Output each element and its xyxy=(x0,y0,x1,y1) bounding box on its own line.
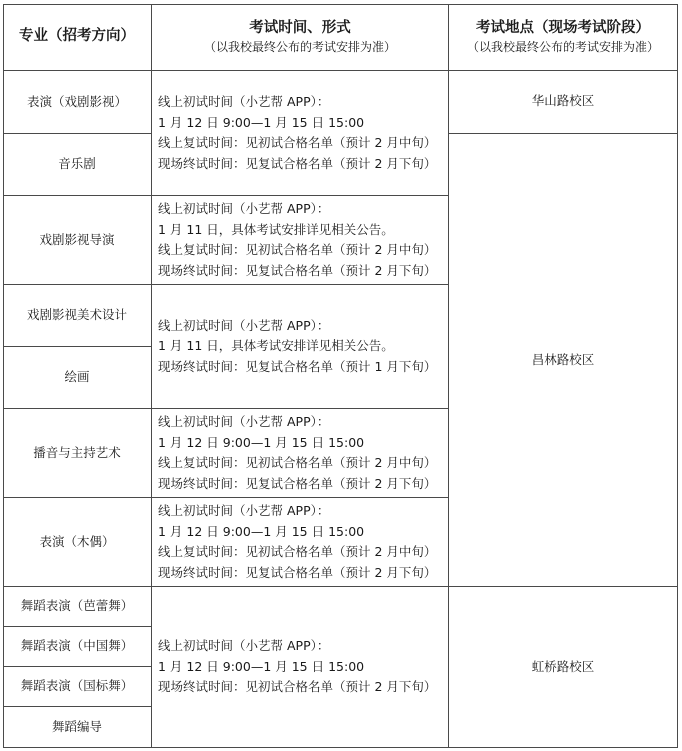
header-location-note: （以我校最终公布的考试安排为准） xyxy=(466,39,659,54)
location-name: 华山路校区 xyxy=(531,93,595,108)
schedule-line: 1 月 11 日，具体考试安排详见相关公告。 xyxy=(158,338,394,354)
schedule-line: 现场终试时间：见复试合格名单（预计 1 月下旬） xyxy=(158,358,437,374)
schedule-line: 现场终试时间：见复试合格名单（预计 2 月下旬） xyxy=(158,262,437,278)
schedule-line: 线上复试时间：见初试合格名单（预计 2 月中旬） xyxy=(158,135,437,150)
major-name: 舞蹈表演（中国舞） xyxy=(20,638,134,654)
header-location-title: 考试地点（现场考试阶段） xyxy=(476,20,650,37)
schedule-line: 1 月 12 日 9:00—1 月 15 日 15:00 xyxy=(158,434,365,450)
major-name: 音乐剧 xyxy=(58,156,96,172)
schedule-line: 现场终试时间：见复试合格名单（预计 2 月下旬） xyxy=(158,155,437,171)
major-name: 表演（戏剧影视） xyxy=(26,93,127,109)
schedule-line: 线上初试时间（小艺帮 APP）： xyxy=(158,638,330,654)
major-cell xyxy=(3,667,152,707)
location-cell xyxy=(449,134,678,587)
header-time-note: （以我校最终公布的考试安排为准） xyxy=(203,39,396,54)
schedule-line: 1 月 11 日，具体考试安排详见相关公告。 xyxy=(158,221,394,237)
major-name: 舞蹈编导 xyxy=(51,718,102,734)
schedule-cell xyxy=(152,409,449,498)
major-name: 舞蹈表演（芭蕾舞） xyxy=(20,598,134,614)
major-cell xyxy=(3,71,152,134)
location-cell xyxy=(449,71,678,134)
schedule-line: 线上复试时间：见初试合格名单（预计 2 月中旬） xyxy=(158,242,437,257)
schedule-line: 现场终试时间：见初试合格名单（预计 2 月下旬） xyxy=(158,679,437,695)
header-time-cell xyxy=(152,4,449,71)
schedule-line: 现场终试时间：见复试合格名单（预计 2 月下旬） xyxy=(158,475,437,491)
schedule-line: 线上初试时间（小艺帮 APP）： xyxy=(158,503,330,518)
schedule-cell xyxy=(152,71,449,196)
location-cell xyxy=(449,587,678,748)
major-cell xyxy=(3,347,152,409)
major-cell xyxy=(3,707,152,748)
header-location-cell xyxy=(449,4,678,71)
schedule-cell xyxy=(152,285,449,409)
schedule-line: 1 月 12 日 9:00—1 月 15 日 15:00 xyxy=(158,658,365,674)
major-name: 表演（木偶） xyxy=(39,533,115,549)
schedule-line: 线上初试时间（小艺帮 APP）： xyxy=(158,414,330,429)
schedule-line: 线上复试时间：见初试合格名单（预计 2 月中旬） xyxy=(158,455,437,470)
major-cell xyxy=(3,627,152,667)
schedule-line: 线上复试时间：见初试合格名单（预计 2 月中旬） xyxy=(158,544,437,559)
major-cell xyxy=(3,134,152,196)
schedule-line: 现场终试时间：见复试合格名单（预计 2 月下旬） xyxy=(158,564,437,580)
schedule-line: 线上初试时间（小艺帮 APP）： xyxy=(158,94,330,109)
header-major-cell xyxy=(3,4,152,71)
major-name: 播音与主持艺术 xyxy=(33,444,121,460)
schedule-line: 线上初试时间（小艺帮 APP）： xyxy=(158,317,330,333)
header-major: 专业（招考方向） xyxy=(19,28,135,45)
schedule-cell xyxy=(152,587,449,748)
major-name: 舞蹈表演（国标舞） xyxy=(20,678,134,694)
schedule-cell xyxy=(152,498,449,587)
major-cell xyxy=(3,498,152,587)
location-name: 虹桥路校区 xyxy=(531,658,595,674)
schedule-line: 线上初试时间（小艺帮 APP）： xyxy=(158,201,330,216)
major-cell xyxy=(3,587,152,627)
location-name: 昌林路校区 xyxy=(531,351,595,367)
major-name: 绘画 xyxy=(64,369,90,385)
schedule-cell xyxy=(152,196,449,285)
major-cell xyxy=(3,196,152,285)
major-name: 戏剧影视导演 xyxy=(39,231,115,247)
header-time-title: 考试时间、形式 xyxy=(249,20,351,37)
major-cell xyxy=(3,409,152,498)
schedule-line: 1 月 12 日 9:00—1 月 15 日 15:00 xyxy=(158,523,365,539)
schedule-line: 1 月 12 日 9:00—1 月 15 日 15:00 xyxy=(158,114,365,130)
major-cell xyxy=(3,285,152,347)
major-name: 戏剧影视美术设计 xyxy=(26,307,127,323)
